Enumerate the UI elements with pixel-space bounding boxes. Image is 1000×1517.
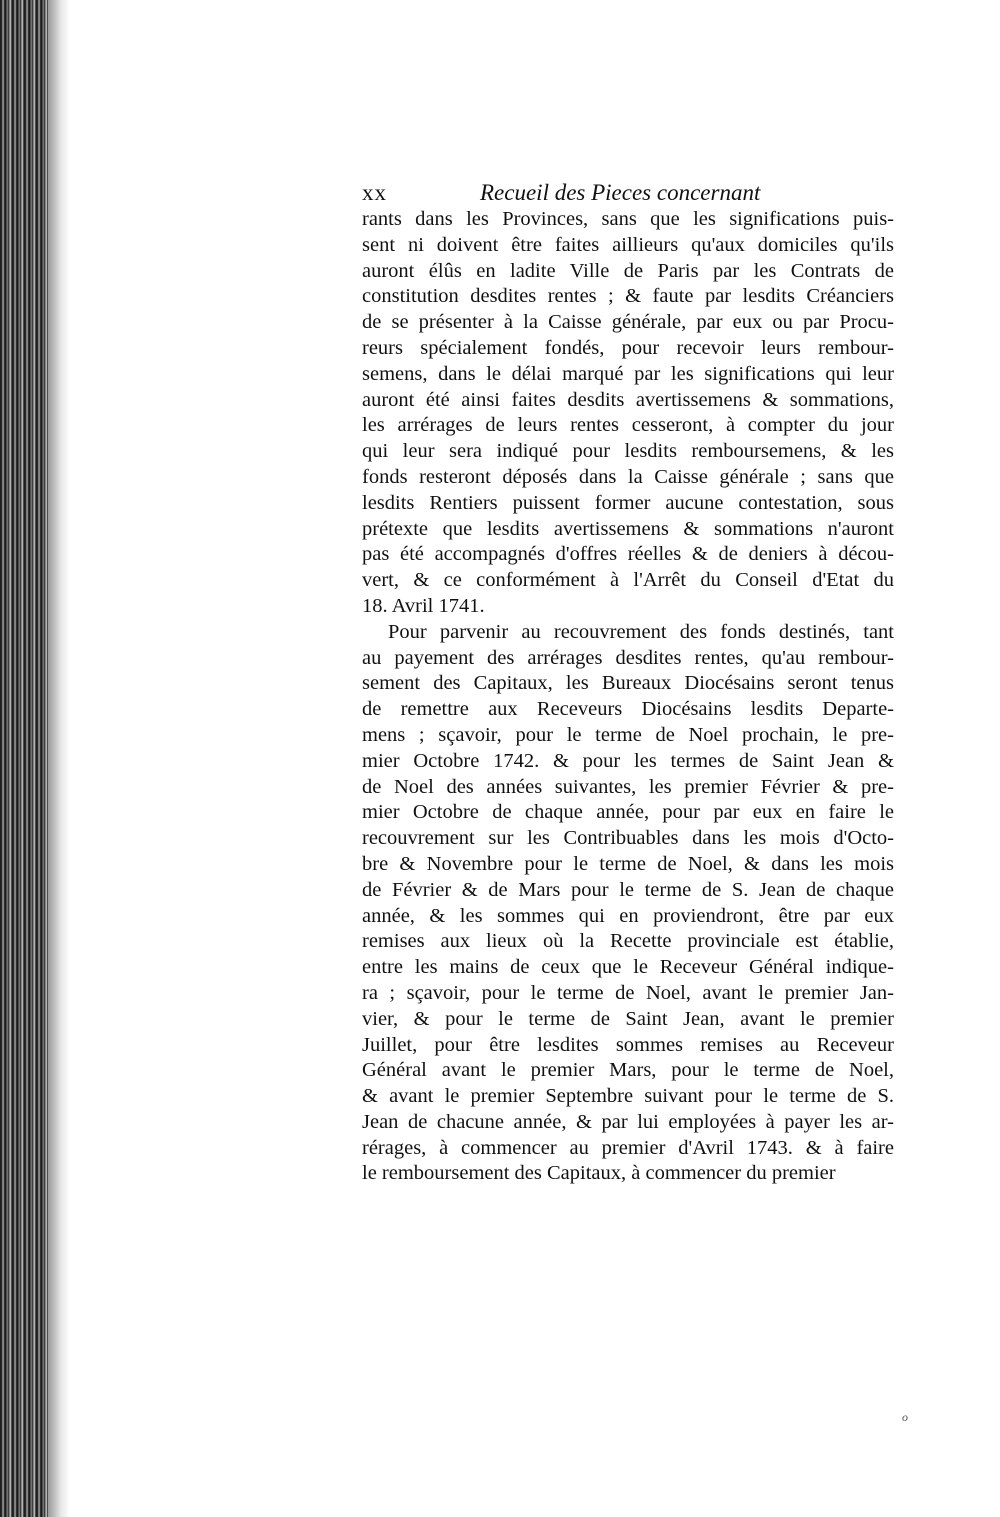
text-line: & avant le premier Septembre suivant pour le terme de S.: [362, 1085, 894, 1108]
text-line: bre & Novembre pour le terme de Noel, & dans les mois: [362, 852, 894, 875]
margin-mark: o: [902, 1410, 908, 1424]
text-line: rérages, à commencer au premier d'Avril 1743. & à faire: [362, 1136, 894, 1159]
text-line: mens ; sçavoir, pour le terme de Noel prochain, le pre-: [362, 723, 894, 746]
text-line: constitution desdites rentes ; & faute par lesdits Créanciers: [362, 285, 894, 308]
text-line: de remettre aux Receveurs Diocésains lesdits Departe-: [362, 698, 894, 721]
text-line: lesdits Rentiers puissent former aucune contestation, sous: [362, 491, 894, 514]
text-line: sement des Capitaux, les Bureaux Diocésains seront tenus: [362, 672, 894, 695]
text-line: Général avant le premier Mars, pour le terme de Noel,: [362, 1059, 894, 1082]
page-header: [362, 178, 892, 208]
text-line: année, & les sommes qui en proviendront, être par eux: [362, 904, 894, 927]
text-line: prétexte que lesdits avertissemens & sommations n'auront: [362, 517, 894, 540]
paragraph: [362, 620, 894, 1188]
text-line: de Noel des années suivantes, les premier Février & pre-: [362, 775, 894, 798]
text-line: au payement des arrérages desdites rentes, qu'au rembour-: [362, 646, 894, 669]
text-line: Pour parvenir au recouvrement des fonds destinés, tant: [388, 620, 894, 643]
text-line: remises aux lieux où la Recette provinciale est établie,: [362, 930, 894, 953]
text-line: vier, & pour le terme de Saint Jean, avant le premier: [362, 1007, 894, 1030]
text-line: le remboursement des Capitaux, à commencer du premier: [362, 1162, 836, 1185]
text-line: de Février & de Mars pour le terme de S. Jean de chaque: [362, 878, 894, 901]
text-line: rants dans les Provinces, sans que les significations puis-: [362, 208, 894, 230]
running-title: Recueil des Pieces concernant: [480, 180, 761, 205]
text-line: entre les mains de ceux que le Receveur Général indique-: [362, 956, 894, 979]
text-line: recouvrement sur les Contribuables dans les mois d'Octo-: [362, 827, 894, 850]
text-line: les arrérages de leurs rentes cesseront, à compter du jour: [362, 414, 894, 437]
text-line: vert, & ce conformément à l'Arrêt du Conseil d'Etat du: [362, 569, 894, 592]
binding-shadow: [48, 0, 70, 1517]
page-number: xx: [362, 180, 387, 205]
text-line: reurs spécialement fondés, pour recevoir leurs rembour-: [362, 336, 894, 359]
text-line: qui leur sera indiqué pour lesdits remboursemens, & les: [362, 440, 894, 463]
text-line: mier Octobre 1742. & pour les termes de Saint Jean &: [362, 749, 894, 772]
text-line: pas été accompagnés d'offres réelles & de deniers à décou-: [362, 543, 894, 566]
text-line: semens, dans le délai marqué par les significations qui leur: [362, 362, 894, 385]
text-line: Jean de chacune année, & par lui employées à payer les ar-: [362, 1110, 894, 1133]
text-line: auront été ainsi faites desdits avertissemens & sommations,: [362, 388, 894, 411]
scanned-binding-edge: [0, 0, 48, 1517]
text-line: fonds resteront déposés dans la Caisse générale ; sans que: [362, 465, 894, 488]
text-line: de se présenter à la Caisse générale, par eux ou par Procu-: [362, 311, 894, 334]
text-line: 18. Avril 1741.: [362, 594, 485, 617]
paragraph: [362, 207, 894, 620]
body-text: [362, 207, 894, 1187]
text-line: sent ni doivent être faites aillieurs qu'aux domiciles qu'ils: [362, 233, 894, 256]
text-line: mier Octobre de chaque année, pour par eux en faire le: [362, 801, 894, 824]
text-line: auront élûs en ladite Ville de Paris par les Contrats de: [362, 259, 894, 282]
text-line: Juillet, pour être lesdites sommes remises au Receveur: [362, 1033, 894, 1056]
text-line: ra ; sçavoir, pour le terme de Noel, avant le premier Jan-: [362, 981, 894, 1004]
